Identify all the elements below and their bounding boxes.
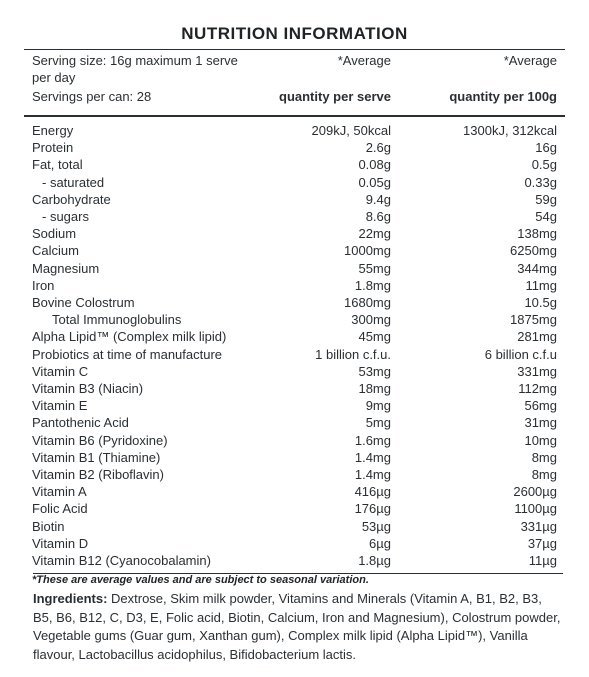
nutrient-name: Folic Acid xyxy=(32,501,88,517)
quantity-per-100g: 0.33g xyxy=(524,174,557,190)
table-row xyxy=(32,535,565,552)
quantity-per-serve: 1.4mg xyxy=(354,449,391,465)
quantity-per-serve: 1.6mg xyxy=(354,432,391,448)
quantity-per-serve: 53mg xyxy=(358,363,391,379)
quantity-per-serve: 1 billion c.f.u. xyxy=(315,346,391,362)
quantity-per-serve: 9.4g xyxy=(365,191,391,207)
quantity-per-100g: 344mg xyxy=(517,260,557,276)
nutrition-panel xyxy=(24,16,565,586)
nutrient-name: Iron xyxy=(32,277,55,293)
table-row xyxy=(32,518,565,535)
quantity-per-serve: 22mg xyxy=(358,226,391,242)
table-row xyxy=(32,242,565,259)
nutrient-name: Sodium xyxy=(32,226,77,242)
table-row xyxy=(32,483,565,500)
table-row xyxy=(32,363,565,380)
quantity-per-serve: 55mg xyxy=(358,260,391,276)
quantity-per-serve: 1000mg xyxy=(344,243,391,259)
per100-col-heading-1: *Average xyxy=(503,53,557,68)
header-row-1 xyxy=(24,50,565,86)
quantity-per-100g: 6250mg xyxy=(510,243,557,259)
nutrient-name: Vitamin B2 (Riboflavin) xyxy=(32,467,164,483)
header-row-2 xyxy=(24,86,565,105)
quantity-per-100g: 138mg xyxy=(517,226,557,242)
table-row xyxy=(32,277,565,294)
nutrient-name: - sugars xyxy=(42,209,89,225)
ingredients-text: Dextrose, Skim milk powder, Vitamins and Minerals (Vitamin A, B1, B2, B3, B5, B6, B12, C, D3, E, Folic acid, Biotin, Calcium, Iron and Magnesium), Colostrum powder, Vegetable gums (Guar gum, Xanthan gum), Complex milk lipid (Alpha Lipid™), Vanilla flavour, Lactobacillus acidophilus, Bifidobacterium lactis. xyxy=(33,591,561,662)
quantity-per-serve: 209kJ, 50kcal xyxy=(311,123,391,138)
nutrient-table xyxy=(24,117,565,569)
table-row xyxy=(32,139,565,156)
table-row xyxy=(32,449,565,466)
quantity-per-100g: 54g xyxy=(535,209,557,225)
quantity-per-100g: 10mg xyxy=(524,432,557,448)
quantity-per-100g: 56mg xyxy=(524,398,557,414)
quantity-per-serve: 2.6g xyxy=(365,140,391,156)
serve-col-heading-1: *Average xyxy=(337,53,391,68)
quantity-per-100g: 331µg xyxy=(520,518,557,534)
table-row xyxy=(32,225,565,242)
table-row xyxy=(32,260,565,277)
quantity-per-serve: 9mg xyxy=(365,398,391,414)
nutrient-name: Calcium xyxy=(32,243,79,259)
table-row xyxy=(32,552,565,569)
servings-per-can: Servings per can: 28 xyxy=(32,89,152,104)
panel-title: NUTRITION INFORMATION xyxy=(181,24,408,43)
quantity-per-100g: 281mg xyxy=(517,329,557,345)
quantity-per-100g: 1300kJ, 312kcal xyxy=(463,123,557,138)
quantity-per-serve: 1.8µg xyxy=(358,553,391,569)
nutrient-name: - saturated xyxy=(42,174,105,190)
footnote: *These are average values and are subject to seasonal variation. xyxy=(32,574,369,587)
nutrient-name: Total Immunoglobulins xyxy=(52,312,182,328)
quantity-per-100g: 8mg xyxy=(531,449,557,465)
quantity-per-100g: 11µg xyxy=(528,553,557,569)
nutrient-name: Vitamin D xyxy=(32,535,89,551)
quantity-per-serve: 1680mg xyxy=(344,295,391,311)
table-row xyxy=(32,328,565,345)
table-row xyxy=(32,156,565,173)
quantity-per-100g: 10.5g xyxy=(524,295,557,311)
nutrient-name: Probiotics at time of manufacture xyxy=(32,346,223,362)
quantity-per-100g: 112mg xyxy=(518,381,557,397)
quantity-per-100g: 1100µg xyxy=(514,501,557,517)
quantity-per-serve: 176µg xyxy=(354,501,391,517)
quantity-per-100g: 0.5g xyxy=(531,157,557,173)
quantity-per-serve: 6µg xyxy=(369,535,391,551)
quantity-per-serve: 416µg xyxy=(354,484,391,500)
quantity-per-100g: 31mg xyxy=(524,415,557,431)
nutrient-name: Vitamin B6 (Pyridoxine) xyxy=(32,432,168,448)
quantity-per-serve: 18mg xyxy=(358,381,391,397)
table-row xyxy=(32,174,565,191)
table-row xyxy=(32,466,565,483)
nutrient-name: Vitamin C xyxy=(32,363,89,379)
quantity-per-100g: 6 billion c.f.u xyxy=(484,346,557,362)
ingredients-label: Ingredients: xyxy=(33,591,108,606)
nutrient-name: Carbohydrate xyxy=(32,191,111,207)
quantity-per-100g: 2600µg xyxy=(513,484,557,500)
table-row xyxy=(32,294,565,311)
quantity-per-serve: 5mg xyxy=(365,415,391,431)
table-row xyxy=(32,311,565,328)
quantity-per-serve: 53µg xyxy=(361,518,391,534)
nutrient-name: Vitamin B1 (Thiamine) xyxy=(32,449,161,465)
quantity-per-100g: 16g xyxy=(535,140,557,156)
nutrient-name: Magnesium xyxy=(32,260,100,276)
ingredients-block xyxy=(33,590,563,664)
table-row xyxy=(32,208,565,225)
quantity-per-100g: 37µg xyxy=(527,535,557,551)
nutrient-name: Pantothenic Acid xyxy=(32,415,129,431)
nutrient-name: Vitamin E xyxy=(32,398,88,414)
nutrient-name: Bovine Colostrum xyxy=(32,295,135,311)
serving-size: Serving size: 16g maximum 1 serve per day xyxy=(32,53,238,85)
table-row xyxy=(32,122,565,139)
nutrient-name: Energy xyxy=(32,123,74,138)
nutrient-name: Fat, total xyxy=(32,157,83,173)
nutrient-name: Vitamin B12 (Cyanocobalamin) xyxy=(32,553,211,569)
table-row xyxy=(32,500,565,517)
nutrient-name: Protein xyxy=(32,140,74,156)
quantity-per-100g: 8mg xyxy=(531,467,557,483)
table-row xyxy=(32,414,565,431)
table-row xyxy=(32,346,565,363)
nutrient-name: Vitamin A xyxy=(32,484,87,500)
serve-col-heading-2: quantity per serve xyxy=(279,89,391,104)
table-row xyxy=(32,191,565,208)
per100-col-heading-2: quantity per 100g xyxy=(449,89,557,104)
quantity-per-100g: 59g xyxy=(535,191,557,207)
nutrient-name: Vitamin B3 (Niacin) xyxy=(32,381,144,397)
nutrient-name: Biotin xyxy=(32,518,65,534)
ingredients-rule xyxy=(33,573,563,574)
quantity-per-100g: 1875mg xyxy=(510,312,557,328)
quantity-per-100g: 11mg xyxy=(525,277,557,293)
table-row xyxy=(32,380,565,397)
table-row xyxy=(32,432,565,449)
nutrient-name: Alpha Lipid™ (Complex milk lipid) xyxy=(32,329,227,345)
quantity-per-serve: 1.8mg xyxy=(354,277,391,293)
quantity-per-serve: 0.08g xyxy=(358,157,391,173)
quantity-per-serve: 8.6g xyxy=(365,209,391,225)
quantity-per-serve: 300mg xyxy=(351,312,391,328)
quantity-per-serve: 1.4mg xyxy=(354,467,391,483)
table-row xyxy=(32,397,565,414)
quantity-per-100g: 331mg xyxy=(517,363,557,379)
quantity-per-serve: 45mg xyxy=(358,329,391,345)
quantity-per-serve: 0.05g xyxy=(358,174,391,190)
